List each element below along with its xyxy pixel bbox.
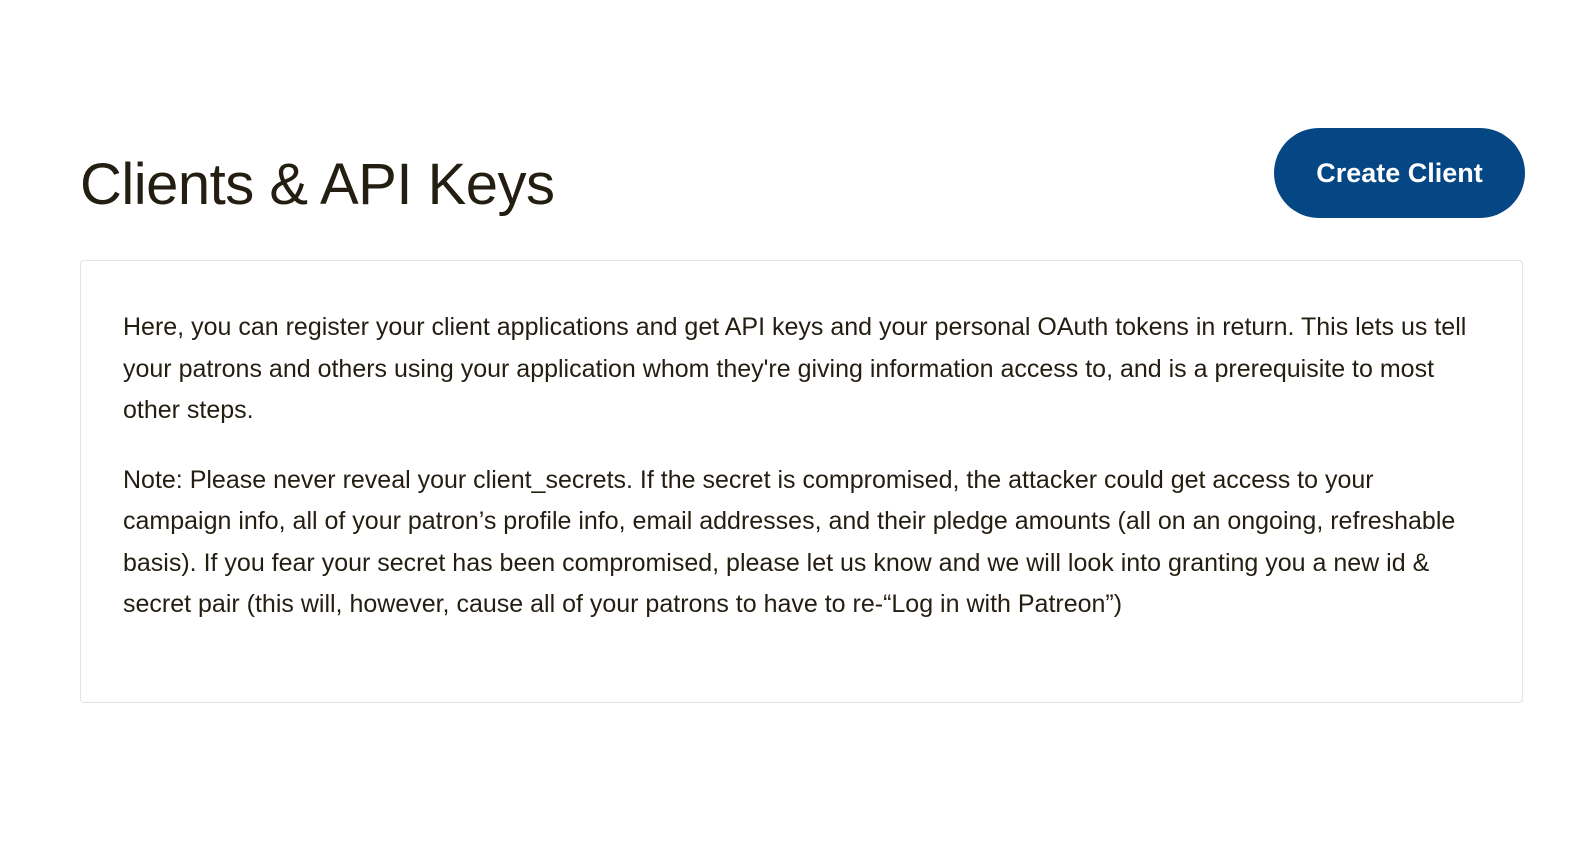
info-card — [80, 260, 1523, 703]
intro-paragraph: Here, you can register your client applications and get API keys and your personal OAuth tokens in return. This lets us tell your patrons and others using your application whom they're giving information access to, and is a prerequisite to most other steps. — [123, 313, 1467, 424]
page-title: Clients & API Keys — [80, 152, 555, 217]
create-client-button[interactable]: Create Client — [1274, 128, 1525, 218]
page-header — [80, 128, 1525, 218]
security-note-paragraph: Note: Please never reveal your client_secrets. If the secret is compromised, the attacker could get access to your campaign info, all of your patron’s profile info, email addresses, and their pledge amounts (all on an ongoing, refreshable basis). If you fear your secret has been compromised, please let us know and we will look into granting you a new id & secret pair (this will, however, cause all of your patrons to have to re-“Log in with Patreon”) — [123, 465, 1456, 618]
